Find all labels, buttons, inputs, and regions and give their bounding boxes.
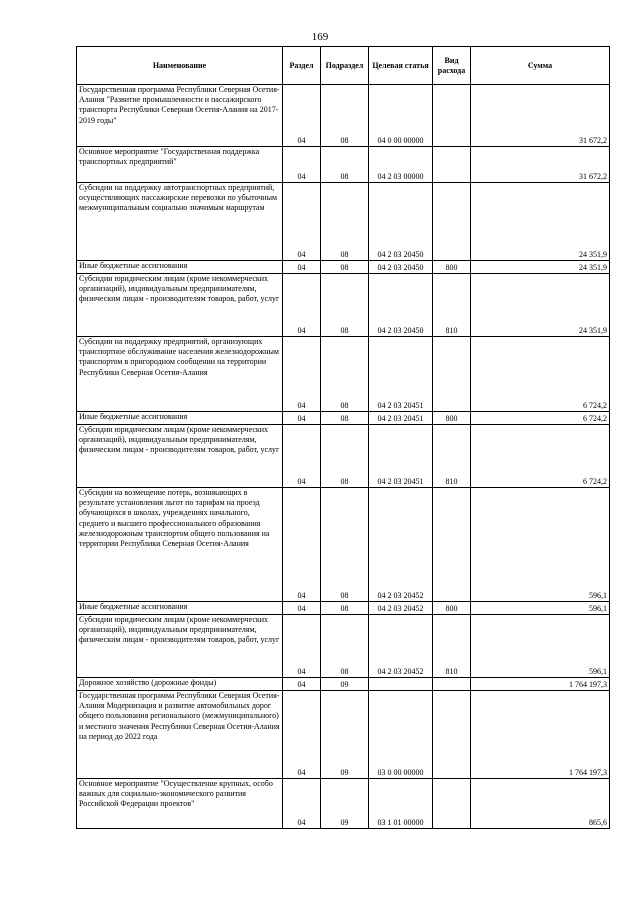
cell-expense-type bbox=[433, 85, 471, 147]
cell-name: Субсидии юридическим лицам (кроме некоммерческих организаций), индивидуальным предпринимателям, физическим лицам - производителям товаров, работ, услуг bbox=[77, 274, 283, 337]
cell-section: 04 bbox=[283, 678, 321, 691]
cell-subsection: 08 bbox=[321, 183, 369, 261]
cell-expense-type bbox=[433, 183, 471, 261]
header-section: Раздел bbox=[283, 47, 321, 85]
table-row bbox=[77, 261, 610, 274]
table-row bbox=[77, 691, 610, 779]
cell-target bbox=[369, 678, 433, 691]
header-name: Наименование bbox=[77, 47, 283, 85]
cell-target: 04 2 03 20452 bbox=[369, 488, 433, 602]
cell-amount: 31 672,2 bbox=[471, 147, 610, 183]
cell-expense-type bbox=[433, 779, 471, 829]
cell-target: 04 2 03 20452 bbox=[369, 602, 433, 615]
header-expense-type: Вид расхода bbox=[433, 47, 471, 85]
cell-section: 04 bbox=[283, 488, 321, 602]
cell-expense-type: 810 bbox=[433, 425, 471, 488]
cell-name: Основное мероприятие "Осуществление крупных, особо важных для социально-экономического развития Российской Федерации проектов" bbox=[77, 779, 283, 829]
cell-name: Государственная программа Республики Северная Осетия-Алания Модернизация и развитие автомобильных дорог общего пользования регионального (межмуниципального) и местного значения Республики Северная Осетия-Алания на период до 2022 года bbox=[77, 691, 283, 779]
cell-name: Иные бюджетные ассигнования bbox=[77, 261, 283, 274]
cell-subsection: 08 bbox=[321, 85, 369, 147]
cell-target: 04 2 03 20451 bbox=[369, 337, 433, 412]
table-row bbox=[77, 779, 610, 829]
cell-subsection: 09 bbox=[321, 779, 369, 829]
cell-section: 04 bbox=[283, 337, 321, 412]
table-row bbox=[77, 615, 610, 678]
cell-amount: 1 764 197,3 bbox=[471, 691, 610, 779]
table-row bbox=[77, 678, 610, 691]
table-row bbox=[77, 337, 610, 412]
cell-name: Иные бюджетные ассигнования bbox=[77, 412, 283, 425]
cell-target: 04 2 03 20452 bbox=[369, 615, 433, 678]
cell-subsection: 08 bbox=[321, 425, 369, 488]
cell-name: Субсидии юридическим лицам (кроме некоммерческих организаций), индивидуальным предпринимателям, физическим лицам - производителям товаров, работ, услуг bbox=[77, 615, 283, 678]
table-row bbox=[77, 147, 610, 183]
cell-target: 03 1 01 00000 bbox=[369, 779, 433, 829]
cell-expense-type bbox=[433, 147, 471, 183]
cell-expense-type: 810 bbox=[433, 274, 471, 337]
cell-subsection: 09 bbox=[321, 691, 369, 779]
header-target: Целевая статья bbox=[369, 47, 433, 85]
cell-target: 04 2 03 20450 bbox=[369, 261, 433, 274]
table-row bbox=[77, 425, 610, 488]
cell-amount: 865,6 bbox=[471, 779, 610, 829]
table-header-row bbox=[77, 47, 610, 85]
cell-target: 04 2 03 20450 bbox=[369, 274, 433, 337]
cell-amount: 24 351,9 bbox=[471, 274, 610, 337]
cell-target: 04 2 03 20451 bbox=[369, 425, 433, 488]
cell-target: 04 2 03 20451 bbox=[369, 412, 433, 425]
table-row bbox=[77, 488, 610, 602]
cell-subsection: 08 bbox=[321, 602, 369, 615]
cell-expense-type bbox=[433, 337, 471, 412]
table-row bbox=[77, 274, 610, 337]
cell-amount: 24 351,9 bbox=[471, 261, 610, 274]
cell-section: 04 bbox=[283, 261, 321, 274]
header-subsection: Подраздел bbox=[321, 47, 369, 85]
budget-table bbox=[76, 46, 610, 829]
cell-section: 04 bbox=[283, 85, 321, 147]
cell-section: 04 bbox=[283, 691, 321, 779]
page-number: 169 bbox=[311, 31, 329, 43]
cell-name: Субсидии на поддержку автотранспортных предприятий, осуществляющих пассажирские перевозки по убыточным межмуниципальным социально значимым маршрутам bbox=[77, 183, 283, 261]
cell-section: 04 bbox=[283, 274, 321, 337]
cell-amount: 596,1 bbox=[471, 615, 610, 678]
cell-amount: 596,1 bbox=[471, 488, 610, 602]
cell-section: 04 bbox=[283, 602, 321, 615]
cell-section: 04 bbox=[283, 615, 321, 678]
cell-name: Государственная программа Республики Северная Осетия-Алания "Развитие промышленности и пассажирского транспорта Республики Северная Осетия-Алания на 2017-2019 годы" bbox=[77, 85, 283, 147]
cell-target: 04 2 03 00000 bbox=[369, 147, 433, 183]
cell-subsection: 08 bbox=[321, 615, 369, 678]
cell-name: Иные бюджетные ассигнования bbox=[77, 602, 283, 615]
cell-amount: 6 724,2 bbox=[471, 337, 610, 412]
cell-name: Субсидии на поддержку предприятий, организующих транспортное обслуживание населения железнодорожным транспортом в пригородном сообщении на территории Республики Северная Осетия-Алания bbox=[77, 337, 283, 412]
header-amount: Сумма bbox=[471, 47, 610, 85]
cell-amount: 596,1 bbox=[471, 602, 610, 615]
table-row bbox=[77, 602, 610, 615]
cell-subsection: 08 bbox=[321, 261, 369, 274]
cell-name: Основное мероприятие "Государственная поддержка транспортных предприятий" bbox=[77, 147, 283, 183]
cell-subsection: 08 bbox=[321, 337, 369, 412]
cell-target: 04 2 03 20450 bbox=[369, 183, 433, 261]
cell-expense-type: 800 bbox=[433, 602, 471, 615]
cell-name: Дорожное хозяйство (дорожные фонды) bbox=[77, 678, 283, 691]
cell-amount: 24 351,9 bbox=[471, 183, 610, 261]
cell-section: 04 bbox=[283, 425, 321, 488]
cell-amount: 1 764 197,3 bbox=[471, 678, 610, 691]
cell-target: 03 0 00 00000 bbox=[369, 691, 433, 779]
cell-expense-type: 810 bbox=[433, 615, 471, 678]
cell-target: 04 0 00 00000 bbox=[369, 85, 433, 147]
cell-expense-type: 800 bbox=[433, 412, 471, 425]
cell-section: 04 bbox=[283, 412, 321, 425]
cell-subsection: 08 bbox=[321, 147, 369, 183]
cell-subsection: 09 bbox=[321, 678, 369, 691]
table-row bbox=[77, 412, 610, 425]
cell-subsection: 08 bbox=[321, 274, 369, 337]
table-row bbox=[77, 183, 610, 261]
cell-expense-type: 800 bbox=[433, 261, 471, 274]
cell-expense-type bbox=[433, 691, 471, 779]
cell-section: 04 bbox=[283, 147, 321, 183]
cell-name: Субсидии юридическим лицам (кроме некоммерческих организаций), индивидуальным предпринимателям, физическим лицам - производителям товаров, работ, услуг bbox=[77, 425, 283, 488]
cell-name: Субсидии на возмещение потерь, возникающих в результате установления льгот по тарифам на проезд обучающихся в школах, учреждениях начального, среднего и высшего профессионального образования железнодорожным транспортом общего пользования на территории Республики Северная Осетия-Алания bbox=[77, 488, 283, 602]
cell-amount: 31 672,2 bbox=[471, 85, 610, 147]
cell-expense-type bbox=[433, 678, 471, 691]
table-row bbox=[77, 85, 610, 147]
cell-section: 04 bbox=[283, 779, 321, 829]
cell-expense-type bbox=[433, 488, 471, 602]
cell-amount: 6 724,2 bbox=[471, 425, 610, 488]
cell-subsection: 08 bbox=[321, 488, 369, 602]
cell-amount: 6 724,2 bbox=[471, 412, 610, 425]
cell-subsection: 08 bbox=[321, 412, 369, 425]
cell-section: 04 bbox=[283, 183, 321, 261]
